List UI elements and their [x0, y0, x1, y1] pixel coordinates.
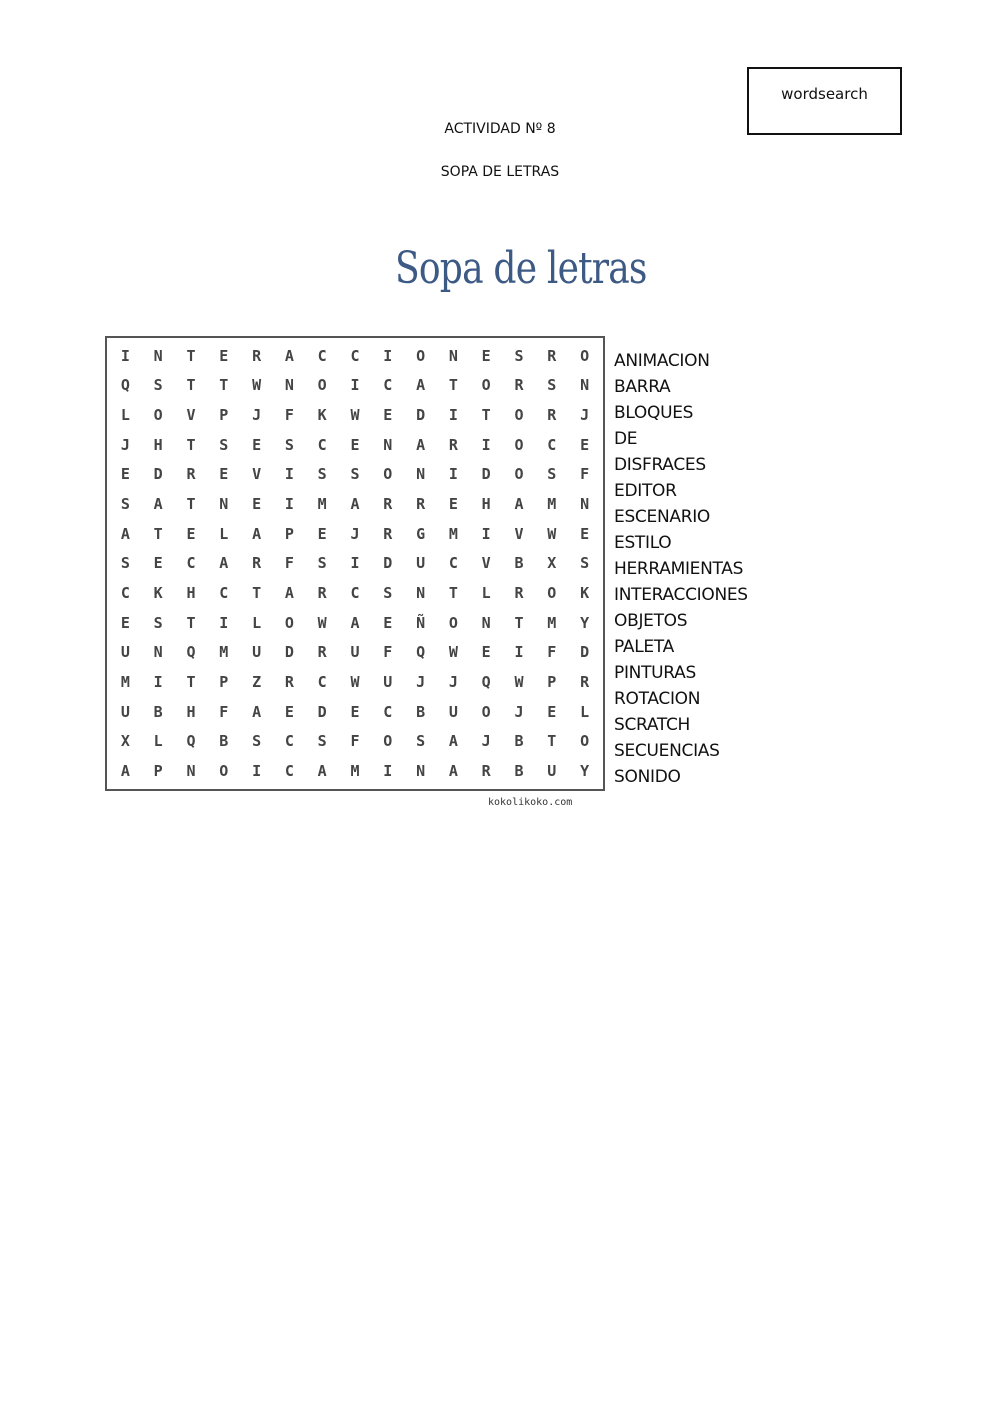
grid-cell: R: [383, 495, 393, 514]
grid-cell: S: [547, 376, 557, 395]
grid-cell: E: [350, 435, 360, 454]
grid-cell: M: [317, 495, 327, 514]
grid-cell: C: [219, 584, 229, 603]
grid-cell: Y: [580, 613, 590, 632]
grid-cell: I: [120, 346, 130, 365]
word-list-item: INTERACCIONES: [614, 585, 748, 605]
grid-cell: A: [317, 762, 327, 781]
grid-cell: C: [120, 584, 130, 603]
grid-cell: B: [153, 702, 163, 721]
grid-cell: D: [416, 406, 426, 425]
grid-cell: C: [284, 762, 294, 781]
grid-cell: E: [120, 465, 130, 484]
grid-cell: S: [120, 554, 130, 573]
word-list-item: ESCENARIO: [614, 507, 710, 527]
grid-cell: R: [448, 435, 458, 454]
grid-cell: U: [448, 702, 458, 721]
grid-cell: Z: [252, 673, 262, 692]
grid-cell: K: [317, 406, 327, 425]
grid-cell: O: [481, 376, 491, 395]
grid-cell: L: [481, 584, 491, 603]
grid-cell: V: [514, 524, 524, 543]
grid-cell: S: [153, 613, 163, 632]
grid-cell: F: [219, 702, 229, 721]
grid-cell: J: [514, 702, 524, 721]
grid-cell: S: [317, 554, 327, 573]
grid-cell: E: [481, 346, 491, 365]
grid-cell: D: [153, 465, 163, 484]
grid-cell: O: [547, 584, 557, 603]
word-list-item: BLOQUES: [614, 403, 694, 423]
word-list-item: OBJETOS: [614, 611, 688, 631]
grid-cell: Q: [186, 732, 196, 751]
grid-cell: S: [350, 465, 360, 484]
grid-cell: P: [219, 406, 229, 425]
grid-cell: W: [317, 613, 327, 632]
activity-subtitle: SOPA DE LETRAS: [440, 164, 560, 180]
grid-cell: I: [284, 495, 294, 514]
grid-cell: T: [547, 732, 557, 751]
grid-cell: C: [448, 554, 458, 573]
grid-cell: T: [481, 406, 491, 425]
grid-cell: P: [547, 673, 557, 692]
grid-cell: B: [514, 762, 524, 781]
grid-cell: X: [547, 554, 557, 573]
grid-cell: R: [481, 762, 491, 781]
grid-cell: I: [284, 465, 294, 484]
grid-cell: I: [350, 376, 360, 395]
grid-cell: S: [416, 732, 426, 751]
grid-cell: A: [448, 732, 458, 751]
grid-cell: N: [153, 346, 163, 365]
grid-cell: C: [547, 435, 557, 454]
grid-cell: R: [547, 346, 557, 365]
grid-cell: C: [284, 732, 294, 751]
grid-cell: D: [383, 554, 393, 573]
grid-cell: O: [153, 406, 163, 425]
grid-cell: A: [416, 376, 426, 395]
grid-cell: C: [383, 376, 393, 395]
grid-cell: U: [252, 643, 262, 662]
activity-heading: ACTIVIDAD Nº 8: [444, 121, 556, 137]
grid-cell: X: [120, 732, 130, 751]
grid-cell: N: [448, 346, 458, 365]
grid-cell: R: [186, 465, 196, 484]
grid-cell: E: [252, 435, 262, 454]
grid-cell: W: [350, 673, 360, 692]
grid-cell: O: [383, 465, 393, 484]
grid-cell: T: [186, 673, 196, 692]
grid-cell: W: [448, 643, 458, 662]
grid-cell: J: [448, 673, 458, 692]
grid-cell: T: [448, 584, 458, 603]
grid-cell: A: [448, 762, 458, 781]
grid-cell: P: [153, 762, 163, 781]
puzzle-title: Sopa de letras: [395, 243, 647, 294]
grid-cell: N: [481, 613, 491, 632]
grid-cell: J: [350, 524, 360, 543]
grid-cell: H: [481, 495, 491, 514]
grid-cell: E: [120, 613, 130, 632]
grid-cell: V: [252, 465, 262, 484]
grid-cell: A: [219, 554, 229, 573]
grid-cell: V: [481, 554, 491, 573]
grid-cell: S: [547, 465, 557, 484]
grid-cell: O: [514, 435, 524, 454]
grid-cell: L: [219, 524, 229, 543]
grid-cell: E: [580, 524, 590, 543]
grid-cell: C: [317, 673, 327, 692]
grid-cell: A: [350, 613, 360, 632]
grid-cell: N: [186, 762, 196, 781]
word-list-item: PINTURAS: [614, 663, 696, 683]
grid-cell: O: [383, 732, 393, 751]
grid-cell: O: [514, 406, 524, 425]
grid-cell: I: [252, 762, 262, 781]
grid-cell: N: [219, 495, 229, 514]
grid-cell: N: [383, 435, 393, 454]
grid-cell: T: [252, 584, 262, 603]
grid-cell: E: [252, 495, 262, 514]
word-list-item: ROTACION: [614, 689, 701, 709]
grid-cell: E: [219, 346, 229, 365]
grid-cell: R: [547, 406, 557, 425]
grid-cell: I: [219, 613, 229, 632]
grid-cell: L: [580, 702, 590, 721]
grid-cell: D: [481, 465, 491, 484]
grid-cell: I: [383, 762, 393, 781]
grid-cell: A: [252, 524, 262, 543]
word-list-item: HERRAMIENTAS: [614, 559, 744, 579]
word-list-item: BARRA: [614, 377, 671, 397]
grid-cell: H: [186, 584, 196, 603]
grid-cell: U: [120, 702, 130, 721]
grid-cell: S: [317, 732, 327, 751]
grid-cell: E: [580, 435, 590, 454]
grid-cell: A: [284, 584, 294, 603]
grid-cell: O: [448, 613, 458, 632]
grid-cell: T: [186, 613, 196, 632]
grid-cell: D: [580, 643, 590, 662]
grid-cell: P: [284, 524, 294, 543]
grid-cell: R: [580, 673, 590, 692]
grid-cell: M: [547, 495, 557, 514]
grid-cell: B: [219, 732, 229, 751]
grid-cell: F: [580, 465, 590, 484]
grid-cell: E: [383, 406, 393, 425]
grid-cell: N: [284, 376, 294, 395]
grid-cell: T: [186, 346, 196, 365]
grid-cell: A: [252, 702, 262, 721]
grid-cell: E: [481, 643, 491, 662]
grid-cell: E: [284, 702, 294, 721]
grid-cell: G: [416, 524, 426, 543]
grid-cell: J: [580, 406, 590, 425]
grid-cell: U: [547, 762, 557, 781]
grid-cell: O: [317, 376, 327, 395]
grid-cell: T: [219, 376, 229, 395]
grid-cell: C: [350, 584, 360, 603]
grid-cell: O: [416, 346, 426, 365]
grid-cell: J: [252, 406, 262, 425]
grid-cell: M: [350, 762, 360, 781]
grid-cell: T: [514, 613, 524, 632]
grid-cell: B: [514, 554, 524, 573]
puzzle-credit: kokolikoko.com: [488, 797, 573, 808]
word-list-item: SONIDO: [614, 767, 681, 787]
grid-cell: A: [350, 495, 360, 514]
word-list-item: SECUENCIAS: [614, 741, 720, 761]
grid-cell: J: [481, 732, 491, 751]
grid-cell: D: [284, 643, 294, 662]
word-list-item: DISFRACES: [614, 455, 706, 475]
grid-cell: O: [514, 465, 524, 484]
grid-cell: C: [317, 435, 327, 454]
grid-cell: Q: [416, 643, 426, 662]
grid-cell: C: [383, 702, 393, 721]
word-list-item: ESTILO: [614, 533, 672, 553]
word-list: [614, 348, 748, 790]
word-list-item: SCRATCH: [614, 715, 691, 735]
grid-cell: S: [120, 495, 130, 514]
grid-cell: N: [580, 495, 590, 514]
grid-cell: C: [350, 346, 360, 365]
grid-cell: C: [186, 554, 196, 573]
grid-cell: E: [383, 613, 393, 632]
grid-cell: N: [416, 465, 426, 484]
grid-cell: O: [284, 613, 294, 632]
grid-cell: U: [416, 554, 426, 573]
grid-cell: S: [317, 465, 327, 484]
grid-cell: R: [416, 495, 426, 514]
grid-cell: S: [284, 435, 294, 454]
grid-cell: M: [448, 524, 458, 543]
grid-cell: M: [219, 643, 229, 662]
grid-cell: R: [284, 673, 294, 692]
grid-cell: I: [153, 673, 163, 692]
grid-cell: Ñ: [416, 613, 426, 632]
grid-cell: P: [219, 673, 229, 692]
grid-cell: W: [547, 524, 557, 543]
grid-cell: U: [383, 673, 393, 692]
grid-cell: E: [448, 495, 458, 514]
grid-cell: E: [186, 524, 196, 543]
grid-cell: T: [186, 435, 196, 454]
grid-cell: I: [383, 346, 393, 365]
grid-cell: E: [219, 465, 229, 484]
grid-cell: B: [514, 732, 524, 751]
grid-cell: I: [481, 435, 491, 454]
grid-cell: W: [350, 406, 360, 425]
grid-cell: I: [514, 643, 524, 662]
word-list-item: EDITOR: [614, 481, 677, 501]
grid-cell: S: [514, 346, 524, 365]
grid-cell: N: [580, 376, 590, 395]
grid-cell: I: [448, 406, 458, 425]
grid-cell: A: [284, 346, 294, 365]
grid-cell: I: [350, 554, 360, 573]
grid-cell: D: [317, 702, 327, 721]
grid-cell: R: [317, 643, 327, 662]
grid-cell: W: [514, 673, 524, 692]
grid-cell: C: [317, 346, 327, 365]
word-list-item: PALETA: [614, 637, 674, 657]
grid-cell: A: [120, 524, 130, 543]
grid-cell: F: [284, 406, 294, 425]
grid-cell: E: [153, 554, 163, 573]
wordsearch-tag-label: wordsearch: [781, 85, 868, 103]
grid-cell: I: [448, 465, 458, 484]
grid-cell: V: [186, 406, 196, 425]
grid-cell: K: [580, 584, 590, 603]
grid-cell: F: [350, 732, 360, 751]
grid-cell: K: [153, 584, 163, 603]
grid-cell: N: [416, 762, 426, 781]
grid-cell: N: [416, 584, 426, 603]
grid-cell: F: [284, 554, 294, 573]
grid-cell: A: [416, 435, 426, 454]
grid-cell: E: [350, 702, 360, 721]
grid-cell: S: [252, 732, 262, 751]
letter-grid: [105, 336, 605, 791]
grid-cell: A: [514, 495, 524, 514]
grid-cell: Y: [580, 762, 590, 781]
grid-cell: Q: [120, 376, 130, 395]
grid-cell: J: [416, 673, 426, 692]
grid-cell: I: [481, 524, 491, 543]
grid-cell: L: [120, 406, 130, 425]
grid-cell: L: [153, 732, 163, 751]
grid-cell: Q: [481, 673, 491, 692]
word-list-item: ANIMACION: [614, 351, 710, 371]
word-list-item: DE: [614, 429, 638, 449]
grid-cell: F: [383, 643, 393, 662]
grid-cell: E: [317, 524, 327, 543]
grid-cell: A: [120, 762, 130, 781]
grid-cell: Q: [186, 643, 196, 662]
grid-cell: U: [350, 643, 360, 662]
grid-cell: A: [153, 495, 163, 514]
grid-cell: M: [547, 613, 557, 632]
grid-cell: F: [547, 643, 557, 662]
grid-cell: W: [252, 376, 262, 395]
grid-cell: N: [153, 643, 163, 662]
grid-cell: T: [186, 495, 196, 514]
grid-cell: M: [120, 673, 130, 692]
grid-cell: B: [416, 702, 426, 721]
grid-cell: O: [580, 732, 590, 751]
grid-cell: S: [580, 554, 590, 573]
grid-cell: H: [153, 435, 163, 454]
grid-cell: R: [317, 584, 327, 603]
grid-cell: E: [547, 702, 557, 721]
grid-cell: H: [186, 702, 196, 721]
grid-cell: L: [252, 613, 262, 632]
grid-cell: O: [219, 762, 229, 781]
grid-cell: O: [580, 346, 590, 365]
grid-cell: R: [252, 346, 262, 365]
grid-cell: S: [219, 435, 229, 454]
grid-cell: R: [383, 524, 393, 543]
grid-cell: S: [153, 376, 163, 395]
grid-cell: R: [252, 554, 262, 573]
grid-cell: R: [514, 584, 524, 603]
grid-cell: J: [120, 435, 130, 454]
grid-cell: T: [153, 524, 163, 543]
grid-cell: S: [383, 584, 393, 603]
grid-cell: T: [448, 376, 458, 395]
grid-cell: U: [120, 643, 130, 662]
grid-cell: T: [186, 376, 196, 395]
grid-cell: R: [514, 376, 524, 395]
grid-cell: O: [481, 702, 491, 721]
